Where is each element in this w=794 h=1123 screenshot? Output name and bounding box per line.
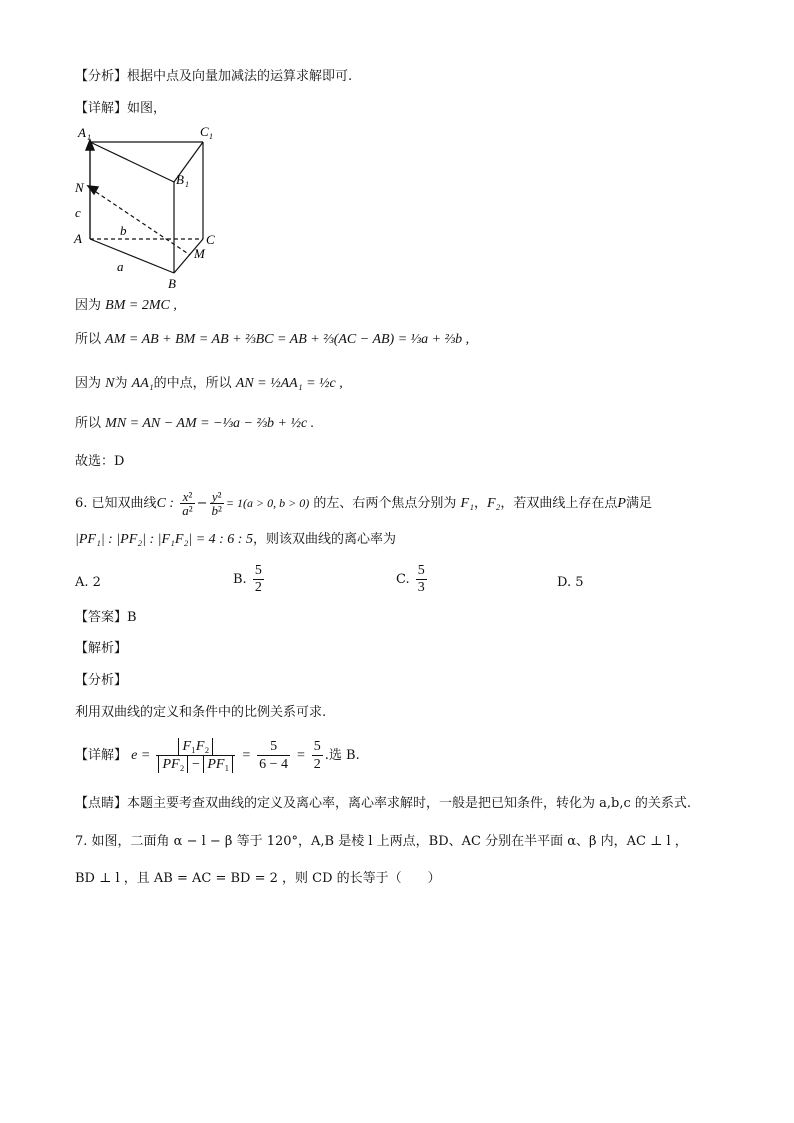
step4-expr: MN = AN − AM = −⅓a − ⅔b + ½c . — [105, 416, 315, 431]
analysis-tag: 【分析】 — [75, 69, 128, 84]
q6-line1: 6. 已知双曲线C : $\frac{\text{x²}}{\text{a²}}$ − $\frac{\text{y²}}{\text{b²}}$ = 1(a > 0, b > 0) 的左、右两个焦点分别为 F₁，F₂，若双曲线上存在点P满足 — [75, 489, 652, 518]
q7-text1: 如图，二面角 α − l − β 等于 120°，A,B 是棱 l 上两点，BD、AC 分别在半平面 α、β 内，AC ⊥ l ， — [91, 834, 688, 849]
step3-expr: AN = ½AA₁ = ½c , — [235, 376, 343, 391]
answer-tag: 【答案】 — [75, 610, 128, 625]
comment-line — [75, 794, 691, 814]
answer-line-2 — [75, 608, 137, 628]
detail2-line: 【详解】 e = $\frac{\text{F₁F₂}}{\text{PF₂ − PF₁}}$ = $\frac{5}{6 - 4}$ = $\frac{5}{2}$ .选 B. — [75, 739, 360, 772]
choice-a: A. 2 — [75, 575, 101, 590]
label-b1: B — [176, 172, 184, 187]
q6-text4: 满足 — [625, 496, 652, 511]
q7-line2: BD ⊥ l ，且 AB = AC = BD = 2 ，则 CD 的长等于（ ） — [75, 871, 441, 886]
q6-text2: 的左、右两个焦点分别为 — [313, 496, 457, 511]
q6-number: 6. — [75, 496, 88, 511]
choice-c-label: C. — [396, 572, 410, 587]
detail2-tag: 【详解】 — [75, 748, 128, 763]
label-b: B — [168, 276, 176, 291]
q7-number: 7. — [75, 834, 88, 849]
choice-c-frac — [416, 563, 427, 596]
label-b1-sub: 1 — [185, 180, 189, 189]
label-c: C — [206, 232, 215, 247]
label-m: M — [194, 246, 205, 261]
step1-prefix: 因为 — [75, 298, 102, 313]
choice-c-den: 3 — [417, 580, 425, 595]
choice-b-den: 2 — [254, 580, 262, 595]
q6-line2 — [75, 530, 396, 550]
q7-line1 — [75, 832, 688, 852]
q6-f1: F₁ — [460, 496, 474, 511]
choice-d: D. 5 — [557, 575, 584, 590]
choice-b-label: B. — [233, 572, 247, 587]
q6-f2: F₂ — [486, 496, 501, 511]
choice-b-frac — [253, 563, 264, 596]
analysis-line — [75, 67, 352, 87]
detail-tag: 【详解】 — [75, 101, 128, 116]
step3-line — [75, 374, 343, 394]
answer-value: B — [127, 610, 137, 625]
edge-a1b1 — [90, 142, 174, 182]
detail-line — [75, 99, 166, 119]
choice-c-num: 5 — [417, 563, 425, 578]
step2-prefix: 所以 — [75, 332, 102, 347]
step2-line — [75, 330, 469, 350]
choice-b — [233, 563, 266, 596]
step3-prefix: 因为 — [75, 376, 102, 391]
choice-b-num: 5 — [254, 563, 262, 578]
label-vec-b: b — [120, 223, 127, 238]
comment-tag: 【点睛】 — [75, 796, 128, 811]
analysis2-text: 利用双曲线的定义和条件中的比例关系可求. — [75, 705, 327, 720]
edge-ab — [90, 239, 174, 273]
choice-c — [396, 563, 429, 596]
q6-text5: ，则该双曲线的离心率为 — [252, 532, 396, 547]
label-a1-sub: 1 — [87, 133, 91, 142]
label-a: A — [74, 231, 82, 246]
step3-wei: 为 — [114, 376, 128, 391]
analysis2-tag: 【分析】 — [75, 673, 128, 688]
ecc-frac-1: $\frac{\text{F₁F₂}}{\text{PF₂ − PF₁}}$ — [156, 738, 235, 773]
step2-expr: AM = AB + BM = AB + ⅔BC = AB + ⅔(AC − AB) = ⅓a + ⅔b , — [105, 332, 470, 347]
q6-frac-y: $\frac{\text{y²}}{\text{b²}}$ — [211, 489, 222, 518]
step3-mid: 的中点，所以 — [153, 376, 232, 391]
q6-frac-x: $\frac{\text{x²}}{\text{a²}}$ — [182, 489, 193, 518]
step4-line — [75, 414, 314, 434]
answer-line-1: 故选：D — [75, 454, 125, 469]
step3-n: N — [105, 376, 115, 391]
label-c1-sub: 1 — [209, 132, 213, 141]
label-c1: C — [200, 124, 209, 139]
detail2-end: .选 B. — [324, 748, 360, 763]
label-n: N — [75, 180, 84, 195]
ecc-frac-2: $\frac{5}{6 - 4}$ — [259, 739, 289, 772]
q6-text3: ，若双曲线上存在点 — [500, 496, 618, 511]
ecc-frac-3: $\frac{5}{2}$ — [313, 739, 321, 772]
step4-prefix: 所以 — [75, 416, 102, 431]
label-vec-c: c — [75, 205, 81, 220]
prism-figure — [70, 122, 230, 292]
q6-text1: 已知双曲线 — [91, 496, 157, 511]
analysis-text: 根据中点及向量加减法的运算求解即可. — [127, 69, 353, 84]
q6-curve: C : — [156, 496, 175, 511]
step1-line — [75, 296, 177, 316]
label-vec-a: a — [117, 259, 124, 274]
q6-p: P — [617, 496, 626, 511]
comment-text: 本题主要考查双曲线的定义及离心率，离心率求解时，一般是把已知条件，转化为 a,b,c 的关系式. — [127, 796, 692, 811]
detail-text: 如图， — [127, 101, 167, 116]
step1-expr: BM = 2MC , — [105, 298, 177, 313]
parse-tag: 【解析】 — [75, 641, 128, 656]
label-a1: A — [78, 125, 86, 140]
step3-aa1: AA₁ — [131, 376, 154, 391]
q6-ratio: |PF₁| : |PF₂| : |F₁F₂| = 4 : 6 : 5 — [75, 532, 253, 547]
